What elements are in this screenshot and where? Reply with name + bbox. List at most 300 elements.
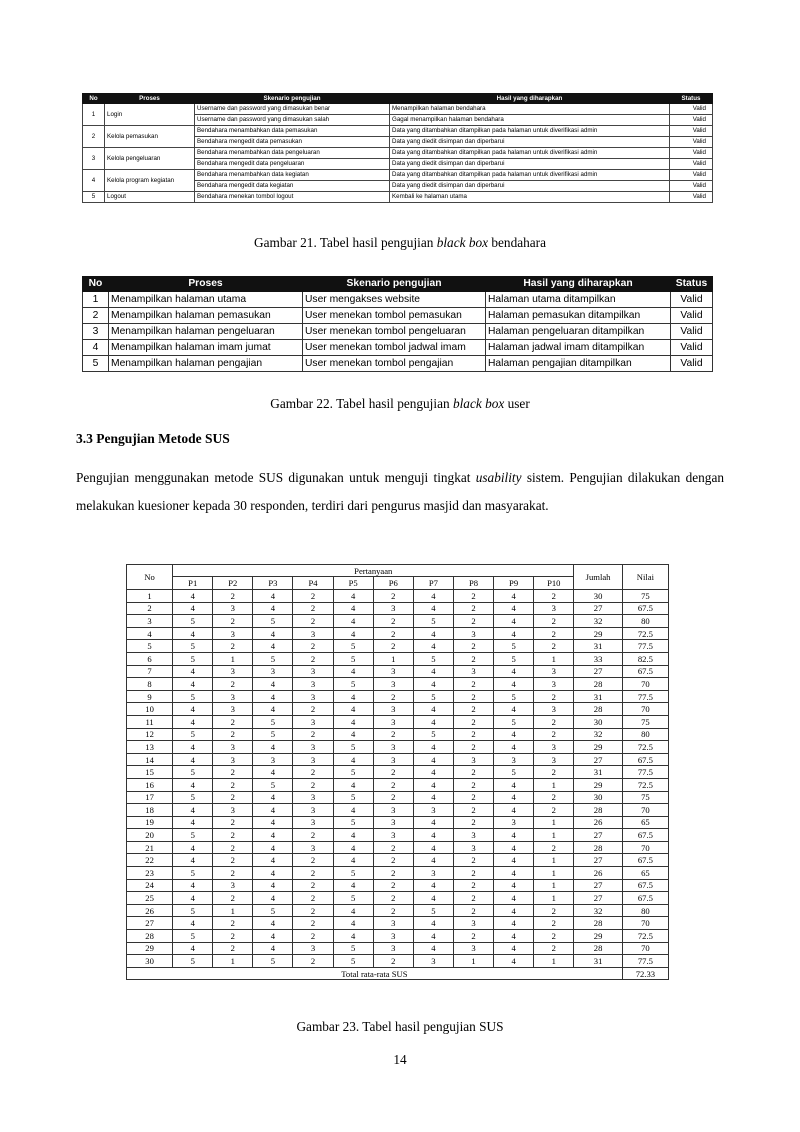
cell-score: 4 [494,841,534,854]
cell-score: 4 [333,615,373,628]
cell-score: 2 [453,602,493,615]
cell-nilai: 77.5 [622,640,668,653]
cell-score: 5 [333,892,373,905]
cell-score: 2 [453,652,493,665]
cell-score: 2 [293,892,333,905]
cell-no: 19 [127,816,173,829]
cell-score: 4 [333,665,373,678]
cell-score: 2 [213,615,253,628]
cell-jumlah: 33 [574,652,622,665]
cell-skenario: User mengakses website [303,292,486,308]
cell-no: 5 [127,640,173,653]
cell-score: 4 [494,942,534,955]
cell-score: 2 [453,615,493,628]
cell-jumlah: 26 [574,816,622,829]
cell-score: 4 [253,627,293,640]
cell-score: 4 [253,892,293,905]
header-pertanyaan: Pertanyaan [173,565,574,577]
cell-score: 2 [213,791,253,804]
cell-score: 3 [373,829,413,842]
cell-score: 2 [213,715,253,728]
cell-nilai: 82.5 [622,652,668,665]
cell-score: 2 [293,879,333,892]
cell-score: 2 [213,854,253,867]
cell-jumlah: 31 [574,640,622,653]
blackbox-user-table [82,276,713,372]
cell-score: 1 [534,867,574,880]
cell-score: 4 [494,590,534,603]
header-proses: Proses [109,277,303,292]
cell-score: 2 [453,590,493,603]
cell-score: 4 [413,703,453,716]
cell-score: 4 [413,602,453,615]
cell-score: 3 [293,942,333,955]
cell-skenario: Bendahara mengedit data pemasukan [195,137,390,148]
table-row [127,615,669,628]
cell-status: Valid [670,137,713,148]
table-header-row [83,94,713,104]
cell-score: 4 [494,665,534,678]
cell-score: 3 [213,703,253,716]
cell-nilai: 72.5 [622,741,668,754]
cell-skenario: Bendahara menambahkan data pengeluaran [195,148,390,159]
cell-score: 2 [534,690,574,703]
table-total-row [127,967,669,980]
cell-skenario: Bendahara menambahkan data pemasukan [195,126,390,137]
table-row [83,148,713,159]
cell-hasil: Data yang diedit disimpan dan diperbarui [390,137,670,148]
cell-score: 5 [413,904,453,917]
cell-jumlah: 32 [574,615,622,628]
cell-no: 3 [127,615,173,628]
cell-score: 3 [373,804,413,817]
header-hasil: Hasil yang diharapkan [486,277,671,292]
cell-status: Valid [671,324,713,340]
section-heading: 3.3 Pengujian Metode SUS [76,431,230,446]
cell-score: 3 [453,917,493,930]
cell-nilai: 80 [622,615,668,628]
cell-nilai: 70 [622,678,668,691]
cell-score: 4 [253,829,293,842]
cell-jumlah: 28 [574,804,622,817]
cell-score: 3 [453,841,493,854]
cell-proses: Kelola pengeluaran [105,148,195,170]
header-no: No [83,277,109,292]
table-row [83,324,713,340]
cell-proses: Kelola pemasukan [105,126,195,148]
cell-score: 2 [293,590,333,603]
cell-score: 2 [453,690,493,703]
cell-score: 5 [333,791,373,804]
cell-score: 3 [213,665,253,678]
cell-score: 2 [453,854,493,867]
cell-score: 3 [373,942,413,955]
cell-score: 3 [213,741,253,754]
cell-no: 18 [127,804,173,817]
cell-no: 23 [127,867,173,880]
table-row [127,854,669,867]
cell-score: 2 [373,640,413,653]
cell-score: 3 [213,879,253,892]
cell-score: 2 [453,703,493,716]
header-question: P6 [373,577,413,590]
cell-skenario: User menekan tombol jadwal imam [303,340,486,356]
cell-score: 4 [494,627,534,640]
table-row [127,816,669,829]
header-no: No [127,565,173,590]
cell-score: 2 [293,955,333,968]
cell-score: 2 [373,841,413,854]
cell-score: 2 [213,728,253,741]
table-row [127,942,669,955]
header-hasil: Hasil yang diharapkan [390,94,670,104]
cell-score: 3 [293,690,333,703]
header-question: P1 [173,577,213,590]
cell-score: 2 [453,741,493,754]
cell-no: 1 [83,104,105,126]
cell-score: 4 [494,829,534,842]
cell-score: 2 [293,930,333,943]
cell-score: 5 [173,904,213,917]
cell-score: 4 [494,703,534,716]
cell-score: 5 [333,766,373,779]
cell-score: 4 [333,879,373,892]
cell-nilai: 80 [622,728,668,741]
cell-no: 24 [127,879,173,892]
cell-score: 4 [173,741,213,754]
cell-hasil: Halaman pemasukan ditampilkan [486,308,671,324]
header-question: P4 [293,577,333,590]
cell-score: 2 [293,829,333,842]
cell-no: 20 [127,829,173,842]
cell-score: 3 [293,715,333,728]
cell-score: 2 [373,766,413,779]
cell-score: 4 [253,602,293,615]
cell-no: 9 [127,690,173,703]
cell-score: 2 [213,917,253,930]
cell-score: 4 [253,942,293,955]
cell-score: 5 [173,615,213,628]
cell-score: 5 [173,867,213,880]
cell-score: 2 [534,715,574,728]
cell-hasil: Halaman pengeluaran ditampilkan [486,324,671,340]
cell-score: 5 [173,930,213,943]
cell-score: 4 [413,942,453,955]
cell-score: 4 [333,778,373,791]
cell-score: 4 [413,590,453,603]
caption-italic: black box [436,235,489,250]
cell-score: 2 [453,640,493,653]
cell-score: 4 [173,942,213,955]
table-row [127,841,669,854]
cell-jumlah: 28 [574,841,622,854]
header-question: P7 [413,577,453,590]
cell-score: 2 [373,955,413,968]
cell-score: 3 [373,678,413,691]
cell-no: 26 [127,904,173,917]
cell-no: 29 [127,942,173,955]
cell-score: 4 [494,955,534,968]
cell-hasil: Kembali ke halaman utama [390,192,670,203]
cell-score: 2 [453,904,493,917]
caption-text: Gambar 22. Tabel hasil pengujian [270,396,453,411]
header-question: P8 [453,577,493,590]
table-row [127,728,669,741]
cell-status: Valid [671,340,713,356]
cell-score: 2 [534,904,574,917]
cell-no: 30 [127,955,173,968]
cell-score: 3 [293,678,333,691]
cell-proses: Logout [105,192,195,203]
cell-status: Valid [671,356,713,372]
cell-status: Valid [670,115,713,126]
cell-score: 1 [534,879,574,892]
cell-score: 2 [453,816,493,829]
table-row [83,104,713,115]
cell-no: 4 [127,627,173,640]
cell-score: 5 [494,652,534,665]
cell-score: 5 [333,955,373,968]
cell-no: 5 [83,356,109,372]
cell-score: 4 [413,753,453,766]
cell-score: 4 [413,627,453,640]
cell-score: 2 [213,892,253,905]
cell-score: 5 [173,766,213,779]
cell-jumlah: 32 [574,728,622,741]
cell-score: 4 [333,590,373,603]
cell-score: 2 [373,904,413,917]
cell-score: 2 [453,715,493,728]
cell-score: 4 [494,917,534,930]
table-row [127,778,669,791]
cell-jumlah: 27 [574,892,622,905]
cell-score: 4 [333,841,373,854]
total-value: 72.33 [622,967,668,980]
cell-no: 7 [127,665,173,678]
cell-score: 2 [293,917,333,930]
cell-nilai: 67.5 [622,753,668,766]
cell-no: 10 [127,703,173,716]
cell-score: 3 [293,741,333,754]
cell-hasil: Halaman jadwal imam ditampilkan [486,340,671,356]
cell-score: 4 [494,778,534,791]
cell-jumlah: 31 [574,690,622,703]
cell-proses: Menampilkan halaman imam jumat [109,340,303,356]
cell-score: 4 [253,841,293,854]
table-row [83,356,713,372]
cell-score: 5 [173,791,213,804]
cell-score: 4 [253,678,293,691]
cell-score: 4 [253,879,293,892]
cell-score: 2 [293,778,333,791]
cell-score: 4 [413,841,453,854]
cell-score: 4 [333,854,373,867]
cell-nilai: 72.5 [622,778,668,791]
cell-score: 2 [213,778,253,791]
cell-score: 3 [293,753,333,766]
cell-score: 2 [453,804,493,817]
cell-score: 4 [253,741,293,754]
cell-hasil: Data yang diedit disimpan dan diperbarui [390,181,670,192]
cell-score: 1 [534,829,574,842]
cell-score: 3 [293,804,333,817]
cell-no: 4 [83,170,105,192]
cell-score: 3 [534,665,574,678]
table-row [127,703,669,716]
cell-no: 11 [127,715,173,728]
header-skenario: Skenario pengujian [303,277,486,292]
table-row [127,879,669,892]
cell-score: 4 [494,615,534,628]
cell-no: 3 [83,148,105,170]
cell-hasil: Data yang ditambahkan ditampilkan pada halaman untuk diverifikasi admin [390,126,670,137]
cell-score: 4 [253,791,293,804]
cell-score: 4 [494,867,534,880]
cell-score: 2 [293,867,333,880]
table-row [127,917,669,930]
cell-jumlah: 27 [574,829,622,842]
table-row [83,126,713,137]
cell-score: 4 [494,728,534,741]
header-no: No [83,94,105,104]
cell-score: 2 [213,841,253,854]
cell-score: 4 [253,690,293,703]
cell-score: 3 [534,678,574,691]
cell-score: 1 [534,854,574,867]
cell-no: 6 [127,652,173,665]
cell-no: 2 [83,308,109,324]
cell-score: 3 [213,690,253,703]
table-row [127,678,669,691]
cell-no: 5 [83,192,105,203]
caption-text: Gambar 21. Tabel hasil pengujian [254,235,437,250]
caption-italic: black box [452,396,505,411]
cell-score: 4 [333,715,373,728]
section-paragraph [76,464,724,519]
table-row [127,804,669,817]
cell-skenario: User menekan tombol pengajian [303,356,486,372]
cell-score: 3 [534,602,574,615]
table-body [83,292,713,372]
table-row [83,170,713,181]
cell-score: 4 [413,715,453,728]
cell-score: 4 [494,804,534,817]
cell-skenario: Bendahara menekan tombol logout [195,192,390,203]
paragraph-text: sistem. Pengujian dilakukan dengan melakukan kuesioner kepada 30 responden, terdiri dari pengurus masjid dan masyarakat. [76,470,724,513]
cell-score: 4 [494,879,534,892]
cell-score: 4 [253,854,293,867]
cell-score: 3 [213,627,253,640]
cell-score: 2 [373,791,413,804]
cell-jumlah: 27 [574,602,622,615]
cell-score: 2 [213,816,253,829]
cell-score: 5 [253,715,293,728]
cell-score: 4 [173,590,213,603]
cell-score: 4 [413,917,453,930]
cell-nilai: 67.5 [622,854,668,867]
cell-nilai: 70 [622,917,668,930]
cell-score: 1 [534,892,574,905]
cell-score: 5 [253,728,293,741]
cell-no: 17 [127,791,173,804]
table-body [83,104,713,203]
cell-skenario: User menekan tombol pengeluaran [303,324,486,340]
cell-score: 3 [534,741,574,754]
header-nilai: Nilai [622,565,668,590]
cell-nilai: 67.5 [622,829,668,842]
cell-score: 2 [293,615,333,628]
cell-jumlah: 30 [574,715,622,728]
table-row [127,904,669,917]
cell-score: 4 [413,766,453,779]
cell-no: 2 [127,602,173,615]
cell-score: 1 [534,816,574,829]
cell-jumlah: 29 [574,778,622,791]
cell-score: 5 [494,640,534,653]
total-label: Total rata-rata SUS [127,967,623,980]
cell-score: 2 [213,829,253,842]
cell-nilai: 77.5 [622,955,668,968]
cell-score: 2 [213,867,253,880]
cell-score: 2 [373,892,413,905]
cell-score: 2 [534,728,574,741]
table-row [127,955,669,968]
cell-status: Valid [671,308,713,324]
cell-no: 1 [83,292,109,308]
cell-score: 2 [534,804,574,817]
cell-score: 2 [293,652,333,665]
cell-skenario: User menekan tombol pemasukan [303,308,486,324]
cell-proses: Menampilkan halaman pemasukan [109,308,303,324]
cell-score: 4 [173,816,213,829]
header-question: P2 [213,577,253,590]
header-proses: Proses [105,94,195,104]
cell-score: 2 [453,930,493,943]
cell-score: 4 [173,703,213,716]
cell-skenario: Bendahara mengedit data pengeluaran [195,159,390,170]
cell-score: 4 [253,816,293,829]
cell-score: 4 [413,829,453,842]
sus-results-table [126,564,669,980]
cell-jumlah: 29 [574,627,622,640]
cell-score: 2 [534,766,574,779]
cell-jumlah: 27 [574,665,622,678]
cell-proses: Menampilkan halaman pengeluaran [109,324,303,340]
cell-score: 4 [494,904,534,917]
table-row [127,715,669,728]
cell-score: 5 [173,955,213,968]
cell-score: 2 [373,690,413,703]
cell-score: 4 [173,627,213,640]
blackbox-bendahara-table [82,93,713,203]
cell-score: 2 [534,942,574,955]
header-jumlah: Jumlah [574,565,622,590]
cell-score: 3 [213,804,253,817]
cell-skenario: Username dan password yang dimasukan benar [195,104,390,115]
table-row [83,308,713,324]
cell-skenario: Bendahara mengedit data kegiatan [195,181,390,192]
header-skenario: Skenario pengujian [195,94,390,104]
cell-jumlah: 28 [574,942,622,955]
cell-score: 5 [253,778,293,791]
cell-score: 3 [534,703,574,716]
cell-score: 5 [173,829,213,842]
cell-score: 4 [333,917,373,930]
cell-nilai: 70 [622,942,668,955]
table-row [127,640,669,653]
cell-score: 5 [253,615,293,628]
cell-score: 3 [293,841,333,854]
